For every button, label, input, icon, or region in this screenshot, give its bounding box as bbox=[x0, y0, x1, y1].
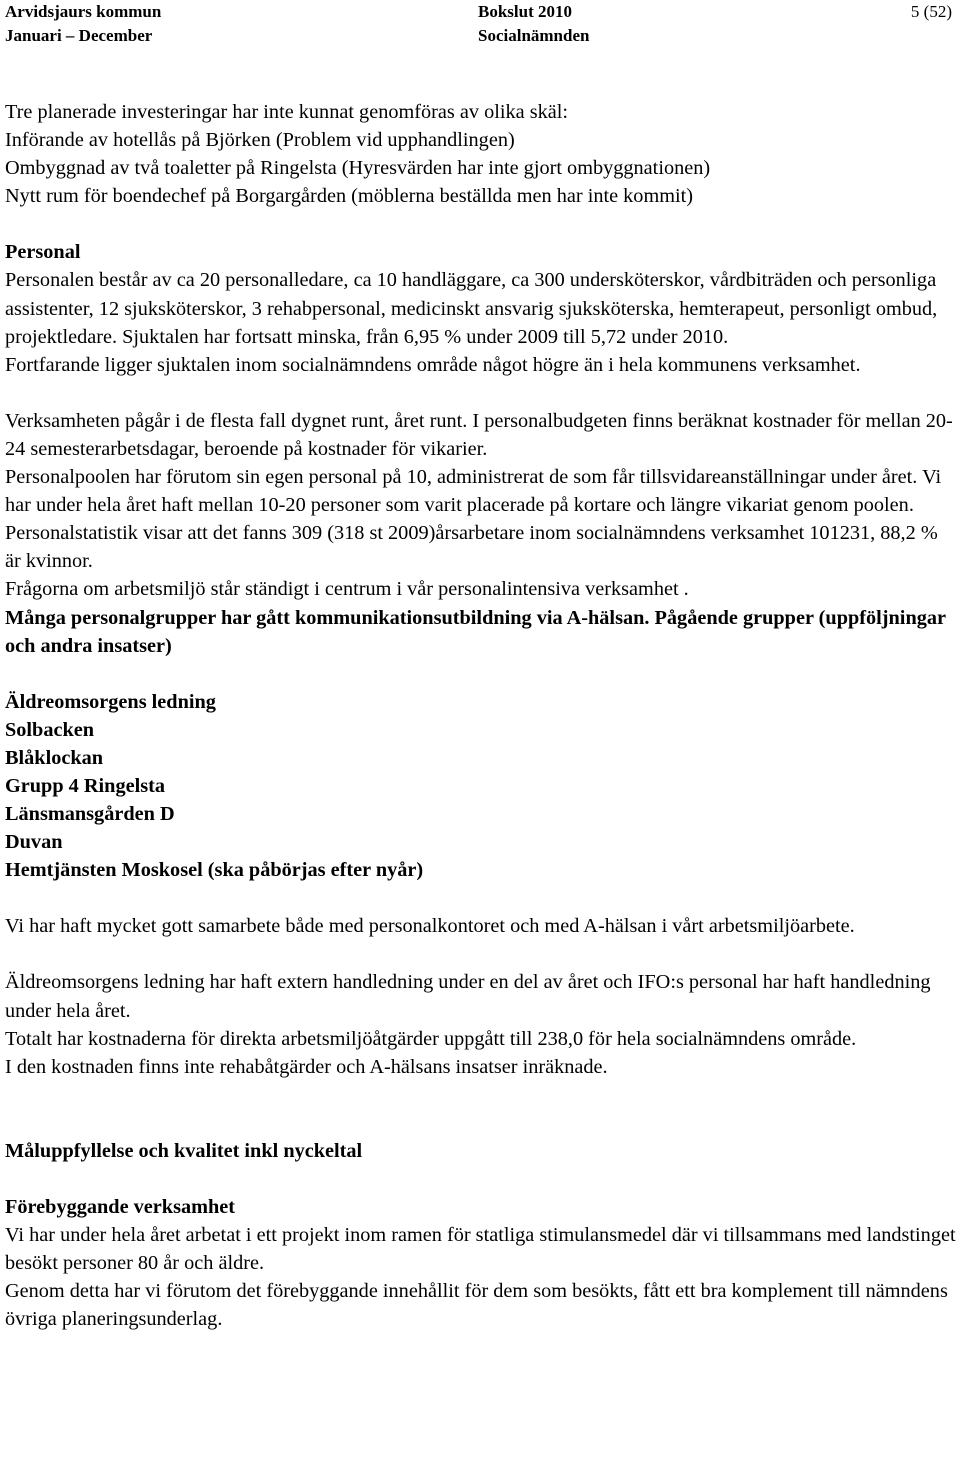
goals-paragraph: Genom detta har vi förutom det förebyggande innehållit för dem som besökts, fått ett bra komplement till nämndens övriga planeringsunderlag. bbox=[5, 1280, 948, 1331]
spacer bbox=[5, 940, 957, 968]
cooperation-paragraph: I den kostnaden finns inte rehabåtgärder och A-hälsans insatser inräknade. bbox=[5, 1055, 608, 1078]
groups-list bbox=[5, 688, 957, 885]
cooperation-paragraph: Totalt har kostnaderna för direkta arbetsmiljöåtgärder uppgått till 238,0 för hela socialnämndens område. bbox=[5, 1027, 857, 1050]
page-number: 5 (52) bbox=[910, 2, 952, 21]
spacer bbox=[5, 1081, 957, 1137]
spacer bbox=[5, 660, 957, 688]
cooperation-paragraph: Vi har haft mycket gott samarbete både med personalkontoret och med A-hälsan i vårt arbetsmiljöarbete. bbox=[5, 915, 855, 938]
document-body bbox=[5, 98, 957, 1333]
personal-paragraph: Fortfarande ligger sjuktalen inom socialnämndens område något högre än i hela kommunens verksamhet. bbox=[5, 353, 861, 376]
period: Januari – December bbox=[5, 26, 153, 45]
header-middle bbox=[478, 0, 589, 48]
cooperation-section bbox=[5, 912, 957, 1080]
personal-paragraph: Verksamheten pågår i de flesta fall dygnet runt, året runt. I personalbudgeten finns beräknat kostnader för mellan 20-24 semesterarbetsdagar, beroende på kostnader för vikarier. bbox=[5, 409, 953, 460]
page-header bbox=[5, 0, 952, 44]
spacer bbox=[5, 379, 957, 407]
group-item: Äldreomsorgens ledning bbox=[5, 690, 216, 713]
group-item: Länsmansgården D bbox=[5, 803, 175, 826]
group-item: Duvan bbox=[5, 831, 63, 854]
goals-paragraph: Vi har under hela året arbetat i ett projekt inom ramen för statliga stimulansmedel där vi tillsammans med landstinget besökt personer 80 år och äldre. bbox=[5, 1224, 956, 1275]
committee-name: Socialnämnden bbox=[478, 26, 590, 45]
group-item: Blåklockan bbox=[5, 746, 104, 769]
investments-section bbox=[5, 98, 957, 210]
investments-intro: Tre planerade investeringar har inte kunnat genomföras av olika skäl: bbox=[5, 101, 569, 123]
investment-item: Införande av hotellås på Björken (Problem vid upphandlingen) bbox=[5, 129, 515, 152]
spacer bbox=[5, 1165, 957, 1193]
group-item: Hemtjänsten Moskosel (ska påbörjas efter nyår) bbox=[5, 859, 424, 882]
personal-paragraph: Personalstatistik visar att det fanns 309 (318 st 2009)årsarbetare inom socialnämndens verksamhet 101231, 88,2 % är kvinnor. bbox=[5, 522, 938, 573]
personal-section bbox=[5, 238, 957, 659]
personal-paragraph: Personalpoolen har förutom sin egen personal på 10, administrerat de som får tillsvidareanställningar under året. Vi har under hela året haft mellan 10-20 personer som varit placerade på kortare och längre vikariat genom poolen. bbox=[5, 466, 942, 517]
prevention-heading: Förebyggande verksamhet bbox=[5, 1195, 236, 1218]
investment-item: Ombyggnad av två toaletter på Ringelsta (Hyresvärden har inte gjort ombyggnationen) bbox=[5, 157, 711, 180]
report-title: Bokslut 2010 bbox=[478, 2, 572, 21]
header-left bbox=[5, 0, 161, 48]
cooperation-paragraph: Äldreomsorgens ledning har haft extern handledning under en del av året och IFO:s personal har haft handledning under hela året. bbox=[5, 971, 931, 1022]
spacer bbox=[5, 210, 957, 238]
municipality-name: Arvidsjaurs kommun bbox=[5, 2, 162, 21]
goals-section bbox=[5, 1137, 957, 1334]
goals-heading: Måluppfyllelse och kvalitet inkl nyckeltal bbox=[5, 1139, 363, 1162]
group-item: Solbacken bbox=[5, 718, 95, 741]
investment-item: Nytt rum för boendechef på Borgargården (möblerna beställda men har inte kommit) bbox=[5, 185, 694, 208]
personal-heading: Personal bbox=[5, 241, 81, 264]
group-item: Grupp 4 Ringelsta bbox=[5, 774, 166, 797]
header-right bbox=[911, 0, 952, 24]
personal-paragraph: Frågorna om arbetsmiljö står ständigt i centrum i vår personalintensiva verksamhet . bbox=[5, 578, 689, 601]
training-paragraph: Många personalgrupper har gått kommunikationsutbildning via A-hälsan. Pågående grupper (uppföljningar och andra insatser) bbox=[5, 606, 946, 657]
personal-paragraph: Personalen består av ca 20 personalledare, ca 10 handläggare, ca 300 undersköterskor, vårdbiträden och personliga assistenter, 12 sjuksköterskor, 3 rehabpersonal, medicinskt ansvarig sjuksköterska, hemterapeut, personligt ombud, projektledare. Sjuktalen har fortsatt minska, från 6,95 % under 2009 till 5,72 under 2010. bbox=[5, 269, 938, 348]
spacer bbox=[5, 884, 957, 912]
